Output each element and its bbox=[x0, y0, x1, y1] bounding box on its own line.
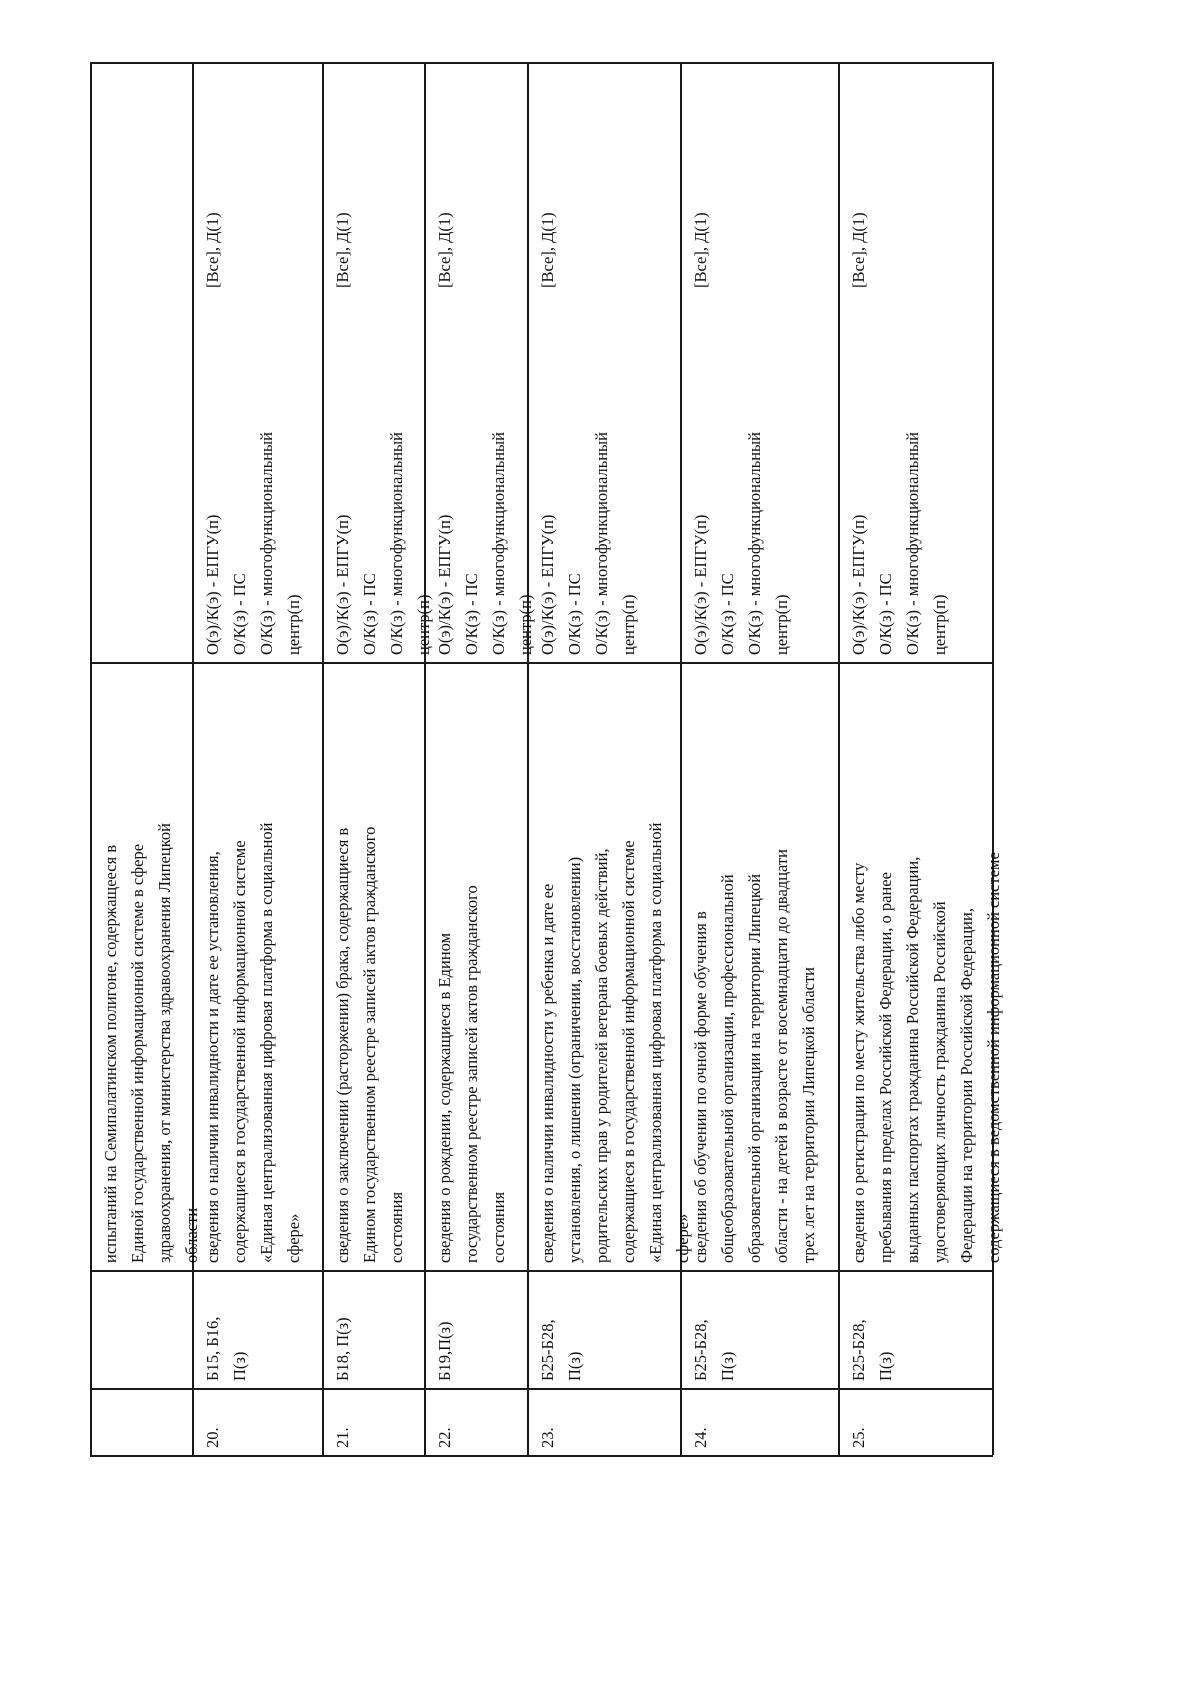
row-divider bbox=[424, 62, 426, 1455]
column-divider bbox=[90, 1388, 993, 1390]
column-divider bbox=[90, 1270, 993, 1272]
row-divider bbox=[838, 62, 840, 1455]
table-border-top bbox=[90, 62, 993, 64]
description-cell: испытаний на Семипалатинском полигоне, содержащееся в Единой государственной информационной системе в сфере здравоохранения, от министерства здравоохранения Липецкой области bbox=[101, 823, 201, 1263]
table-border-bottom bbox=[90, 1455, 993, 1457]
table-border-left bbox=[90, 62, 92, 1455]
column-divider bbox=[90, 662, 993, 664]
document-page: испытаний на Семипалатинском полигоне, содержащееся в Единой государственной информационной системе в сфере здравоохранения, от министерства здравоохранения Липецкой области 20. Б15, Б16, П(з) сведения о наличии инвалидности и дате ее установления, содержащиеся в государственной информационной системе «Единая централизованная цифровая платформа в социальной сфере» О(э)/К(э) - ЕПГУ(п) О/К(з) - ПС О/К(з) - многофункциональный центр(п) [Все], Д(1) 21. Б18, П(з) сведения о заключении (расторжении) брака, содержащиеся в Едином государственном реестре записей актов гражданского состояния О(э)/К(э) - ЕПГУ(п) О/К(з) - ПС О/К(з) - многофункциональный центр(п) [Все], Д(1) 22. Б19,П(з) сведения о рождении, содержащиеся в Едином государственном реестре записей актов гражданского состояния О(э)/К(э) - ЕПГУ(п) О/К(з) - ПС О/К(з) - многофункциональный центр(п) [Все], Д(1) 23. Б25-Б28, П(з) сведения о наличии инвалидности у ребенка и дате ее установления, о лишении (ограничении, восстановлении) родительских прав у родителей ветерана боевых действий, содержащиеся в государственной информационной системе «Единая централизованная цифровая платформа в социальной сфере» О(э)/К(э) - ЕПГУ(п) О/К(з) - ПС О/К(з) - многофункциональный центр(п) [Все], Д(1) 24. Б25-Б28, П(з) сведения об обучении по очной форме обучения в общеобразовательной организации, профессиональной образовательной организации на территории Липецкой области - на детей в возрасте от восемнадцати до двадцати трех лет на территории Липецкой области О(э)/К(э) - ЕПГУ(п) О/К(з) - ПС О/К(з) - многофункциональный центр(п) [Все], Д(1) 25. Б25-Б28, П(з) сведения о регистрации по месту жительства либо месту пребывания в пределах Российской Федерации, о ранее выданных паспортах гражданина Российской Федерации, удостоверяющих личность гражданина Российской Федерации на территории Российской Федерации, содержащиеся в ведомственной информационной системе О(э)/К(э) - ЕПГУ(п) О/К(з) - ПС О/К(з) - многофункциональный центр(п) [Все], Д(1) bbox=[0, 0, 1200, 1697]
row-divider bbox=[527, 62, 529, 1455]
row-divider bbox=[322, 62, 324, 1455]
